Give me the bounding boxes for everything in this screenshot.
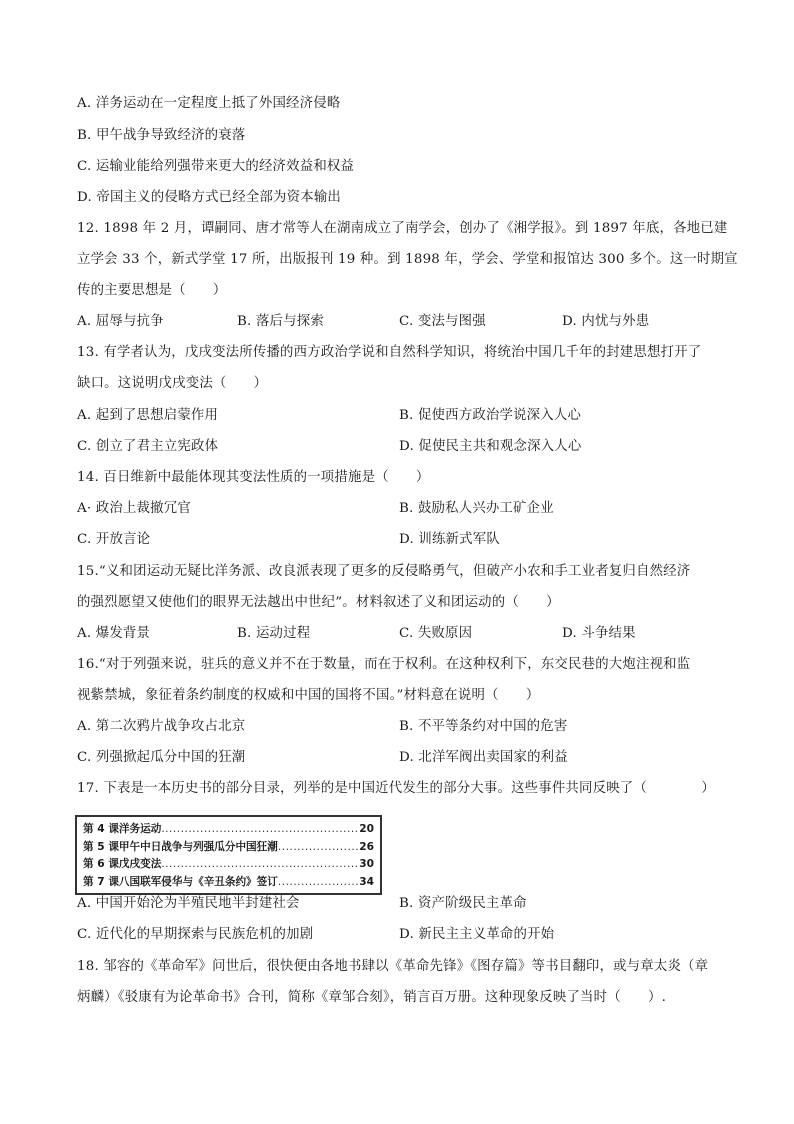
toc-leader xyxy=(278,874,359,892)
answer-option: D. 促使民主共和观念深入人心 xyxy=(399,439,582,454)
question-line: D. 帝国主义的侵略方式已经全部为资本输出 xyxy=(77,190,342,205)
question-line: 视紫禁城，象征着条约制度的权威和中国的国将不国。”材料意在说明（ ） xyxy=(77,688,540,703)
toc-page-number: 26 xyxy=(359,840,374,853)
question-line: 16.“对于列强来说，驻兵的意义并不在于数量，而在于权利。在这种权利下，东交民巷的大炮注视和监 xyxy=(77,657,691,672)
toc-title: 第 7 课八国联军侵华与《辛丑条约》签订 xyxy=(83,875,278,888)
answer-option: A. 起到了思想启蒙作用 xyxy=(77,408,219,423)
answer-option: C. 开放言论 xyxy=(77,532,151,547)
question-line: C. 运输业能给列强带来更大的经济效益和权益 xyxy=(77,159,355,174)
answer-option: C. 创立了君主立宪政体 xyxy=(77,439,219,454)
answer-option: B. 资产阶级民主革命 xyxy=(399,896,527,911)
toc-page-number: 30 xyxy=(359,858,374,870)
answer-option: C. 变法与图强 xyxy=(399,314,486,329)
question-line: 缺口。这说明戊戌变法（ ） xyxy=(77,376,268,391)
question-line: 炳麟）《驳康有为论革命书》合刊，简称《章邹合刻》，销言百万册。这种现象反映了当时（ ）. xyxy=(77,990,667,1005)
toc-leader xyxy=(161,856,359,874)
question-line: B. 甲午战争导致经济的衰落 xyxy=(77,128,246,143)
answer-option: B. 落后与探索 xyxy=(237,314,324,329)
question-line: 的强烈愿望又使他们的眼界无法越出中世纪”。材料叙述了义和团运动的（ ） xyxy=(77,595,560,610)
question-line: 12. 1898 年 2 月，谭嗣同、唐才常等人在湖南成立了南学会，创办了《湘学报》。到 1897 年底，各地已建 xyxy=(77,221,728,236)
answer-option: B. 鼓励私人兴办工矿企业 xyxy=(399,501,554,516)
table-of-contents-excerpt xyxy=(75,815,382,895)
answer-option: C. 近代化的早期探索与民族危机的加剧 xyxy=(77,927,314,942)
toc-row xyxy=(83,856,374,874)
question-line: 15.“义和团运动无疑比洋务派、改良派表现了更多的反侵略勇气，但破产小农和手工业者复归自然经济 xyxy=(77,564,691,579)
toc-leader xyxy=(278,839,359,857)
answer-option: B. 运动过程 xyxy=(237,626,311,641)
answer-option: D. 斗争结果 xyxy=(562,626,636,641)
toc-page-number: 34 xyxy=(359,875,374,888)
question-line: 立学会 33 个，新式学堂 17 所，出版报刊 19 种。到 1898 年，学会、学堂和报馆达 300 多个。这一时期宣 xyxy=(77,252,738,267)
question-line: A. 洋务运动在一定程度上抵了外国经济侵略 xyxy=(77,96,341,111)
question-line: 18. 邹容的《革命军》问世后，很快便由各地书肆以《革命先锋》《图存篇》等书目翻印，或与章太炎（章 xyxy=(77,959,709,974)
answer-option: C. 失败原因 xyxy=(399,626,473,641)
answer-option: A. 中国开始沦为半殖民地半封建社会 xyxy=(77,896,300,911)
question-line: 13. 有学者认为，戊戌变法所传播的西方政治学说和自然科学知识，将统治中国几千年的封建思想打开了 xyxy=(77,345,702,360)
question-line: 14. 百日维新中最能体现其变法性质的一项措施是（ ） xyxy=(77,470,430,485)
answer-option: A. 屈辱与抗争 xyxy=(77,314,164,329)
answer-option: D. 训练新式军队 xyxy=(399,532,500,547)
toc-page-number: 20 xyxy=(359,823,374,835)
toc-leader xyxy=(161,821,359,839)
answer-option: D. 新民主主义革命的开始 xyxy=(399,927,555,942)
answer-option: C. 列强掀起瓜分中国的狂潮 xyxy=(77,750,246,765)
answer-option: B. 促使西方政治学说深入人心 xyxy=(399,408,582,423)
answer-option: D. 内忧与外患 xyxy=(562,314,650,329)
answer-option: A· 政治上裁撤冗官 xyxy=(77,501,191,516)
answer-option: D. 北洋军阀出卖国家的利益 xyxy=(399,750,568,765)
question-line: 传的主要思想是（ ） xyxy=(77,283,227,298)
question-line: 17. 下表是一本历史书的部分目录，列举的是中国近代发生的部分大事。这些事件共同反映了（ ） xyxy=(77,781,715,796)
answer-option: A. 爆发背景 xyxy=(77,626,151,641)
answer-option: B. 不平等条约对中国的危害 xyxy=(399,719,568,734)
toc-title: 第 6 课戊戌变法 xyxy=(83,858,162,870)
toc-title: 第 5 课甲午中日战争与列强瓜分中国狂潮 xyxy=(83,840,278,853)
toc-row xyxy=(83,839,374,857)
answer-option: A. 第二次鸦片战争攻占北京 xyxy=(77,719,246,734)
toc-row xyxy=(83,821,374,839)
toc-title: 第 4 课洋务运动 xyxy=(83,823,162,835)
toc-row xyxy=(83,874,374,892)
